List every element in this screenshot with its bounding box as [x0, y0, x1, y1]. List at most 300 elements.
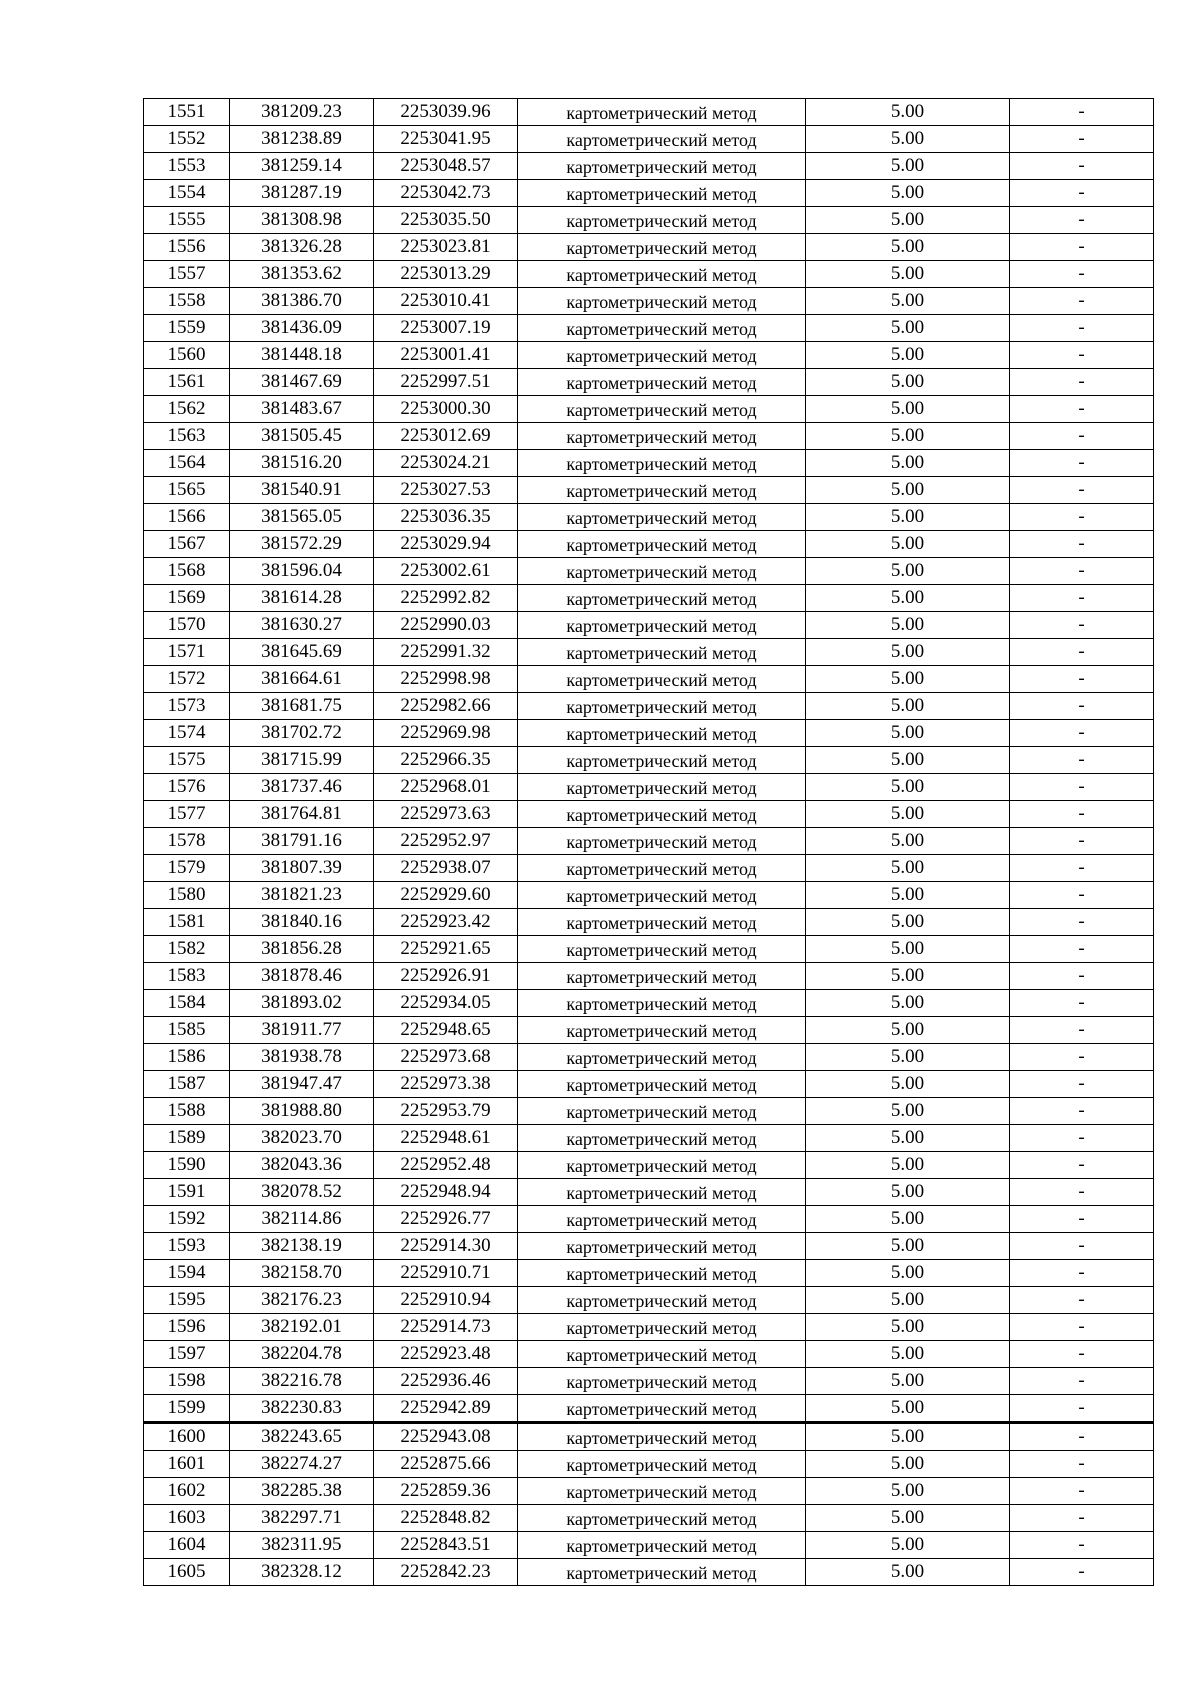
table-row — [144, 1152, 1154, 1179]
accuracy-cell: 5.00 — [806, 558, 1010, 585]
x-coordinate-cell: 381436.09 — [230, 315, 374, 342]
point-number-cell: 1588 — [144, 1098, 230, 1125]
description-cell: - — [1010, 1044, 1154, 1071]
description-cell: - — [1010, 720, 1154, 747]
y-coordinate-cell: 2252926.77 — [374, 1206, 518, 1233]
description-cell: - — [1010, 747, 1154, 774]
method-cell: картометрический метод — [518, 1233, 806, 1260]
description-cell: - — [1010, 180, 1154, 207]
x-coordinate-cell: 381540.91 — [230, 477, 374, 504]
x-coordinate-cell: 381238.89 — [230, 126, 374, 153]
table-row — [144, 126, 1154, 153]
point-number-cell: 1594 — [144, 1260, 230, 1287]
table-row — [144, 207, 1154, 234]
x-coordinate-cell: 381791.16 — [230, 828, 374, 855]
description-cell: - — [1010, 774, 1154, 801]
table-row — [144, 801, 1154, 828]
x-coordinate-cell: 381572.29 — [230, 531, 374, 558]
description-cell: - — [1010, 1423, 1154, 1451]
table-row — [144, 1098, 1154, 1125]
x-coordinate-cell: 381467.69 — [230, 369, 374, 396]
x-coordinate-cell: 382216.78 — [230, 1368, 374, 1395]
description-cell: - — [1010, 396, 1154, 423]
method-cell: картометрический метод — [518, 315, 806, 342]
point-number-cell: 1599 — [144, 1395, 230, 1423]
x-coordinate-cell: 381947.47 — [230, 1071, 374, 1098]
accuracy-cell: 5.00 — [806, 828, 1010, 855]
method-cell: картометрический метод — [518, 1071, 806, 1098]
description-cell: - — [1010, 1287, 1154, 1314]
point-number-cell: 1582 — [144, 936, 230, 963]
y-coordinate-cell: 2252910.94 — [374, 1287, 518, 1314]
y-coordinate-cell: 2252998.98 — [374, 666, 518, 693]
y-coordinate-cell: 2252948.61 — [374, 1125, 518, 1152]
description-cell: - — [1010, 1179, 1154, 1206]
table-row — [144, 1260, 1154, 1287]
method-cell: картометрический метод — [518, 234, 806, 261]
point-number-cell: 1569 — [144, 585, 230, 612]
accuracy-cell: 5.00 — [806, 774, 1010, 801]
table-row — [144, 1125, 1154, 1152]
y-coordinate-cell: 2252910.71 — [374, 1260, 518, 1287]
description-cell: - — [1010, 315, 1154, 342]
accuracy-cell: 5.00 — [806, 1071, 1010, 1098]
point-number-cell: 1600 — [144, 1423, 230, 1451]
description-cell: - — [1010, 504, 1154, 531]
table-row — [144, 774, 1154, 801]
x-coordinate-cell: 381840.16 — [230, 909, 374, 936]
method-cell: картометрический метод — [518, 207, 806, 234]
description-cell: - — [1010, 207, 1154, 234]
y-coordinate-cell: 2252991.32 — [374, 639, 518, 666]
table-row — [144, 450, 1154, 477]
accuracy-cell: 5.00 — [806, 99, 1010, 126]
accuracy-cell: 5.00 — [806, 1505, 1010, 1532]
y-coordinate-cell: 2252982.66 — [374, 693, 518, 720]
description-cell: - — [1010, 126, 1154, 153]
point-number-cell: 1563 — [144, 423, 230, 450]
point-number-cell: 1556 — [144, 234, 230, 261]
accuracy-cell: 5.00 — [806, 1341, 1010, 1368]
method-cell: картометрический метод — [518, 342, 806, 369]
point-number-cell: 1578 — [144, 828, 230, 855]
accuracy-cell: 5.00 — [806, 531, 1010, 558]
description-cell: - — [1010, 693, 1154, 720]
table-row — [144, 369, 1154, 396]
table-row — [144, 99, 1154, 126]
description-cell: - — [1010, 1559, 1154, 1586]
method-cell: картометрический метод — [518, 1451, 806, 1478]
method-cell: картометрический метод — [518, 963, 806, 990]
x-coordinate-cell: 381505.45 — [230, 423, 374, 450]
accuracy-cell: 5.00 — [806, 963, 1010, 990]
x-coordinate-cell: 381259.14 — [230, 153, 374, 180]
accuracy-cell: 5.00 — [806, 666, 1010, 693]
table-row — [144, 1287, 1154, 1314]
y-coordinate-cell: 2253041.95 — [374, 126, 518, 153]
y-coordinate-cell: 2252973.38 — [374, 1071, 518, 1098]
table-row — [144, 666, 1154, 693]
x-coordinate-cell: 381353.62 — [230, 261, 374, 288]
point-number-cell: 1593 — [144, 1233, 230, 1260]
method-cell: картометрический метод — [518, 855, 806, 882]
method-cell: картометрический метод — [518, 396, 806, 423]
accuracy-cell: 5.00 — [806, 909, 1010, 936]
method-cell: картометрический метод — [518, 1341, 806, 1368]
method-cell: картометрический метод — [518, 1206, 806, 1233]
y-coordinate-cell: 2253001.41 — [374, 342, 518, 369]
table-row — [144, 1395, 1154, 1423]
y-coordinate-cell: 2252921.65 — [374, 936, 518, 963]
accuracy-cell: 5.00 — [806, 1098, 1010, 1125]
point-number-cell: 1553 — [144, 153, 230, 180]
accuracy-cell: 5.00 — [806, 1152, 1010, 1179]
point-number-cell: 1581 — [144, 909, 230, 936]
table-row — [144, 315, 1154, 342]
table-row — [144, 1233, 1154, 1260]
point-number-cell: 1592 — [144, 1206, 230, 1233]
table-row — [144, 1341, 1154, 1368]
table-row — [144, 1071, 1154, 1098]
point-number-cell: 1576 — [144, 774, 230, 801]
accuracy-cell: 5.00 — [806, 1260, 1010, 1287]
y-coordinate-cell: 2252843.51 — [374, 1532, 518, 1559]
description-cell: - — [1010, 342, 1154, 369]
accuracy-cell: 5.00 — [806, 1287, 1010, 1314]
x-coordinate-cell: 381664.61 — [230, 666, 374, 693]
point-number-cell: 1601 — [144, 1451, 230, 1478]
y-coordinate-cell: 2252968.01 — [374, 774, 518, 801]
point-number-cell: 1568 — [144, 558, 230, 585]
description-cell: - — [1010, 639, 1154, 666]
x-coordinate-cell: 382114.86 — [230, 1206, 374, 1233]
method-cell: картометрический метод — [518, 126, 806, 153]
x-coordinate-cell: 381807.39 — [230, 855, 374, 882]
accuracy-cell: 5.00 — [806, 450, 1010, 477]
method-cell: картометрический метод — [518, 666, 806, 693]
accuracy-cell: 5.00 — [806, 720, 1010, 747]
y-coordinate-cell: 2252997.51 — [374, 369, 518, 396]
method-cell: картометрический метод — [518, 720, 806, 747]
y-coordinate-cell: 2252948.65 — [374, 1017, 518, 1044]
table-row — [144, 342, 1154, 369]
point-number-cell: 1589 — [144, 1125, 230, 1152]
method-cell: картометрический метод — [518, 1044, 806, 1071]
point-number-cell: 1577 — [144, 801, 230, 828]
table-row — [144, 153, 1154, 180]
x-coordinate-cell: 381386.70 — [230, 288, 374, 315]
accuracy-cell: 5.00 — [806, 126, 1010, 153]
accuracy-cell: 5.00 — [806, 1395, 1010, 1423]
method-cell: картометрический метод — [518, 1505, 806, 1532]
x-coordinate-cell: 382023.70 — [230, 1125, 374, 1152]
table-row — [144, 585, 1154, 612]
accuracy-cell: 5.00 — [806, 801, 1010, 828]
point-number-cell: 1597 — [144, 1341, 230, 1368]
y-coordinate-cell: 2252973.63 — [374, 801, 518, 828]
x-coordinate-cell: 381988.80 — [230, 1098, 374, 1125]
table-row — [144, 882, 1154, 909]
x-coordinate-cell: 382311.95 — [230, 1532, 374, 1559]
method-cell: картометрический метод — [518, 1152, 806, 1179]
x-coordinate-cell: 381938.78 — [230, 1044, 374, 1071]
x-coordinate-cell: 382243.65 — [230, 1423, 374, 1451]
method-cell: картометрический метод — [518, 828, 806, 855]
method-cell: картометрический метод — [518, 747, 806, 774]
accuracy-cell: 5.00 — [806, 612, 1010, 639]
accuracy-cell: 5.00 — [806, 396, 1010, 423]
method-cell: картометрический метод — [518, 1017, 806, 1044]
point-number-cell: 1566 — [144, 504, 230, 531]
x-coordinate-cell: 381821.23 — [230, 882, 374, 909]
point-number-cell: 1560 — [144, 342, 230, 369]
point-number-cell: 1561 — [144, 369, 230, 396]
y-coordinate-cell: 2252943.08 — [374, 1423, 518, 1451]
y-coordinate-cell: 2253042.73 — [374, 180, 518, 207]
table-row — [144, 855, 1154, 882]
x-coordinate-cell: 381308.98 — [230, 207, 374, 234]
point-number-cell: 1586 — [144, 1044, 230, 1071]
y-coordinate-cell: 2252859.36 — [374, 1478, 518, 1505]
method-cell: картометрический метод — [518, 288, 806, 315]
method-cell: картометрический метод — [518, 558, 806, 585]
accuracy-cell: 5.00 — [806, 234, 1010, 261]
description-cell: - — [1010, 153, 1154, 180]
y-coordinate-cell: 2253039.96 — [374, 99, 518, 126]
accuracy-cell: 5.00 — [806, 504, 1010, 531]
description-cell: - — [1010, 1314, 1154, 1341]
table-row — [144, 1532, 1154, 1559]
description-cell: - — [1010, 531, 1154, 558]
point-number-cell: 1551 — [144, 99, 230, 126]
y-coordinate-cell: 2252938.07 — [374, 855, 518, 882]
method-cell: картометрический метод — [518, 693, 806, 720]
description-cell: - — [1010, 909, 1154, 936]
description-cell: - — [1010, 828, 1154, 855]
y-coordinate-cell: 2252842.23 — [374, 1559, 518, 1586]
description-cell: - — [1010, 450, 1154, 477]
point-number-cell: 1596 — [144, 1314, 230, 1341]
table-row — [144, 504, 1154, 531]
accuracy-cell: 5.00 — [806, 882, 1010, 909]
description-cell: - — [1010, 1505, 1154, 1532]
method-cell: картометрический метод — [518, 504, 806, 531]
method-cell: картометрический метод — [518, 1559, 806, 1586]
x-coordinate-cell: 382158.70 — [230, 1260, 374, 1287]
x-coordinate-cell: 382176.23 — [230, 1287, 374, 1314]
accuracy-cell: 5.00 — [806, 1125, 1010, 1152]
accuracy-cell: 5.00 — [806, 1368, 1010, 1395]
x-coordinate-cell: 382328.12 — [230, 1559, 374, 1586]
method-cell: картометрический метод — [518, 1395, 806, 1423]
point-number-cell: 1595 — [144, 1287, 230, 1314]
x-coordinate-cell: 382274.27 — [230, 1451, 374, 1478]
method-cell: картометрический метод — [518, 423, 806, 450]
description-cell: - — [1010, 1341, 1154, 1368]
accuracy-cell: 5.00 — [806, 1017, 1010, 1044]
description-cell: - — [1010, 1017, 1154, 1044]
table-row — [144, 558, 1154, 585]
point-number-cell: 1570 — [144, 612, 230, 639]
accuracy-cell: 5.00 — [806, 477, 1010, 504]
method-cell: картометрический метод — [518, 882, 806, 909]
point-number-cell: 1579 — [144, 855, 230, 882]
method-cell: картометрический метод — [518, 180, 806, 207]
table-row — [144, 234, 1154, 261]
y-coordinate-cell: 2252875.66 — [374, 1451, 518, 1478]
table-row — [144, 747, 1154, 774]
description-cell: - — [1010, 1125, 1154, 1152]
point-number-cell: 1562 — [144, 396, 230, 423]
accuracy-cell: 5.00 — [806, 180, 1010, 207]
y-coordinate-cell: 2252953.79 — [374, 1098, 518, 1125]
x-coordinate-cell: 381764.81 — [230, 801, 374, 828]
description-cell: - — [1010, 612, 1154, 639]
point-number-cell: 1585 — [144, 1017, 230, 1044]
point-number-cell: 1605 — [144, 1559, 230, 1586]
x-coordinate-cell: 381209.23 — [230, 99, 374, 126]
x-coordinate-cell: 381645.69 — [230, 639, 374, 666]
method-cell: картометрический метод — [518, 1532, 806, 1559]
point-number-cell: 1587 — [144, 1071, 230, 1098]
description-cell: - — [1010, 585, 1154, 612]
x-coordinate-cell: 382192.01 — [230, 1314, 374, 1341]
point-number-cell: 1591 — [144, 1179, 230, 1206]
point-number-cell: 1555 — [144, 207, 230, 234]
accuracy-cell: 5.00 — [806, 261, 1010, 288]
x-coordinate-cell: 381287.19 — [230, 180, 374, 207]
x-coordinate-cell: 382230.83 — [230, 1395, 374, 1423]
accuracy-cell: 5.00 — [806, 1233, 1010, 1260]
accuracy-cell: 5.00 — [806, 1044, 1010, 1071]
y-coordinate-cell: 2253010.41 — [374, 288, 518, 315]
method-cell: картометрический метод — [518, 1368, 806, 1395]
point-number-cell: 1598 — [144, 1368, 230, 1395]
table-row — [144, 531, 1154, 558]
y-coordinate-cell: 2253000.30 — [374, 396, 518, 423]
description-cell: - — [1010, 369, 1154, 396]
y-coordinate-cell: 2252973.68 — [374, 1044, 518, 1071]
description-cell: - — [1010, 1368, 1154, 1395]
description-cell: - — [1010, 558, 1154, 585]
point-number-cell: 1602 — [144, 1478, 230, 1505]
accuracy-cell: 5.00 — [806, 1423, 1010, 1451]
x-coordinate-cell: 381614.28 — [230, 585, 374, 612]
table-row — [144, 963, 1154, 990]
description-cell: - — [1010, 1532, 1154, 1559]
point-number-cell: 1554 — [144, 180, 230, 207]
point-number-cell: 1583 — [144, 963, 230, 990]
method-cell: картометрический метод — [518, 1260, 806, 1287]
point-number-cell: 1574 — [144, 720, 230, 747]
point-number-cell: 1603 — [144, 1505, 230, 1532]
method-cell: картометрический метод — [518, 612, 806, 639]
point-number-cell: 1552 — [144, 126, 230, 153]
x-coordinate-cell: 381715.99 — [230, 747, 374, 774]
description-cell: - — [1010, 1098, 1154, 1125]
method-cell: картометрический метод — [518, 99, 806, 126]
x-coordinate-cell: 381681.75 — [230, 693, 374, 720]
y-coordinate-cell: 2253048.57 — [374, 153, 518, 180]
description-cell: - — [1010, 1071, 1154, 1098]
point-number-cell: 1564 — [144, 450, 230, 477]
x-coordinate-cell: 382297.71 — [230, 1505, 374, 1532]
accuracy-cell: 5.00 — [806, 342, 1010, 369]
x-coordinate-cell: 381737.46 — [230, 774, 374, 801]
coordinates-table — [143, 98, 1154, 1586]
accuracy-cell: 5.00 — [806, 1451, 1010, 1478]
y-coordinate-cell: 2252923.42 — [374, 909, 518, 936]
description-cell: - — [1010, 1260, 1154, 1287]
description-cell: - — [1010, 477, 1154, 504]
description-cell: - — [1010, 1233, 1154, 1260]
method-cell: картометрический метод — [518, 936, 806, 963]
point-number-cell: 1584 — [144, 990, 230, 1017]
point-number-cell: 1604 — [144, 1532, 230, 1559]
description-cell: - — [1010, 261, 1154, 288]
x-coordinate-cell: 382043.36 — [230, 1152, 374, 1179]
table-row — [144, 1044, 1154, 1071]
table-row — [144, 936, 1154, 963]
y-coordinate-cell: 2253023.81 — [374, 234, 518, 261]
description-cell: - — [1010, 855, 1154, 882]
description-cell: - — [1010, 1395, 1154, 1423]
accuracy-cell: 5.00 — [806, 1179, 1010, 1206]
description-cell: - — [1010, 99, 1154, 126]
y-coordinate-cell: 2253036.35 — [374, 504, 518, 531]
accuracy-cell: 5.00 — [806, 288, 1010, 315]
method-cell: картометрический метод — [518, 1314, 806, 1341]
point-number-cell: 1558 — [144, 288, 230, 315]
table-row — [144, 612, 1154, 639]
method-cell: картометрический метод — [518, 153, 806, 180]
point-number-cell: 1590 — [144, 1152, 230, 1179]
method-cell: картометрический метод — [518, 477, 806, 504]
accuracy-cell: 5.00 — [806, 315, 1010, 342]
x-coordinate-cell: 381565.05 — [230, 504, 374, 531]
description-cell: - — [1010, 234, 1154, 261]
accuracy-cell: 5.00 — [806, 1532, 1010, 1559]
table-row — [144, 396, 1154, 423]
table-row — [144, 1314, 1154, 1341]
method-cell: картометрический метод — [518, 909, 806, 936]
x-coordinate-cell: 381516.20 — [230, 450, 374, 477]
y-coordinate-cell: 2252990.03 — [374, 612, 518, 639]
point-number-cell: 1559 — [144, 315, 230, 342]
accuracy-cell: 5.00 — [806, 693, 1010, 720]
point-number-cell: 1575 — [144, 747, 230, 774]
accuracy-cell: 5.00 — [806, 585, 1010, 612]
method-cell: картометрический метод — [518, 531, 806, 558]
accuracy-cell: 5.00 — [806, 936, 1010, 963]
description-cell: - — [1010, 882, 1154, 909]
table-row — [144, 990, 1154, 1017]
y-coordinate-cell: 2252848.82 — [374, 1505, 518, 1532]
table-row — [144, 1505, 1154, 1532]
accuracy-cell: 5.00 — [806, 423, 1010, 450]
description-cell: - — [1010, 990, 1154, 1017]
table-row — [144, 720, 1154, 747]
table-row — [144, 1017, 1154, 1044]
method-cell: картометрический метод — [518, 369, 806, 396]
x-coordinate-cell: 381448.18 — [230, 342, 374, 369]
description-cell: - — [1010, 1152, 1154, 1179]
accuracy-cell: 5.00 — [806, 1206, 1010, 1233]
description-cell: - — [1010, 423, 1154, 450]
method-cell: картометрический метод — [518, 1287, 806, 1314]
y-coordinate-cell: 2252942.89 — [374, 1395, 518, 1423]
table-row — [144, 1179, 1154, 1206]
